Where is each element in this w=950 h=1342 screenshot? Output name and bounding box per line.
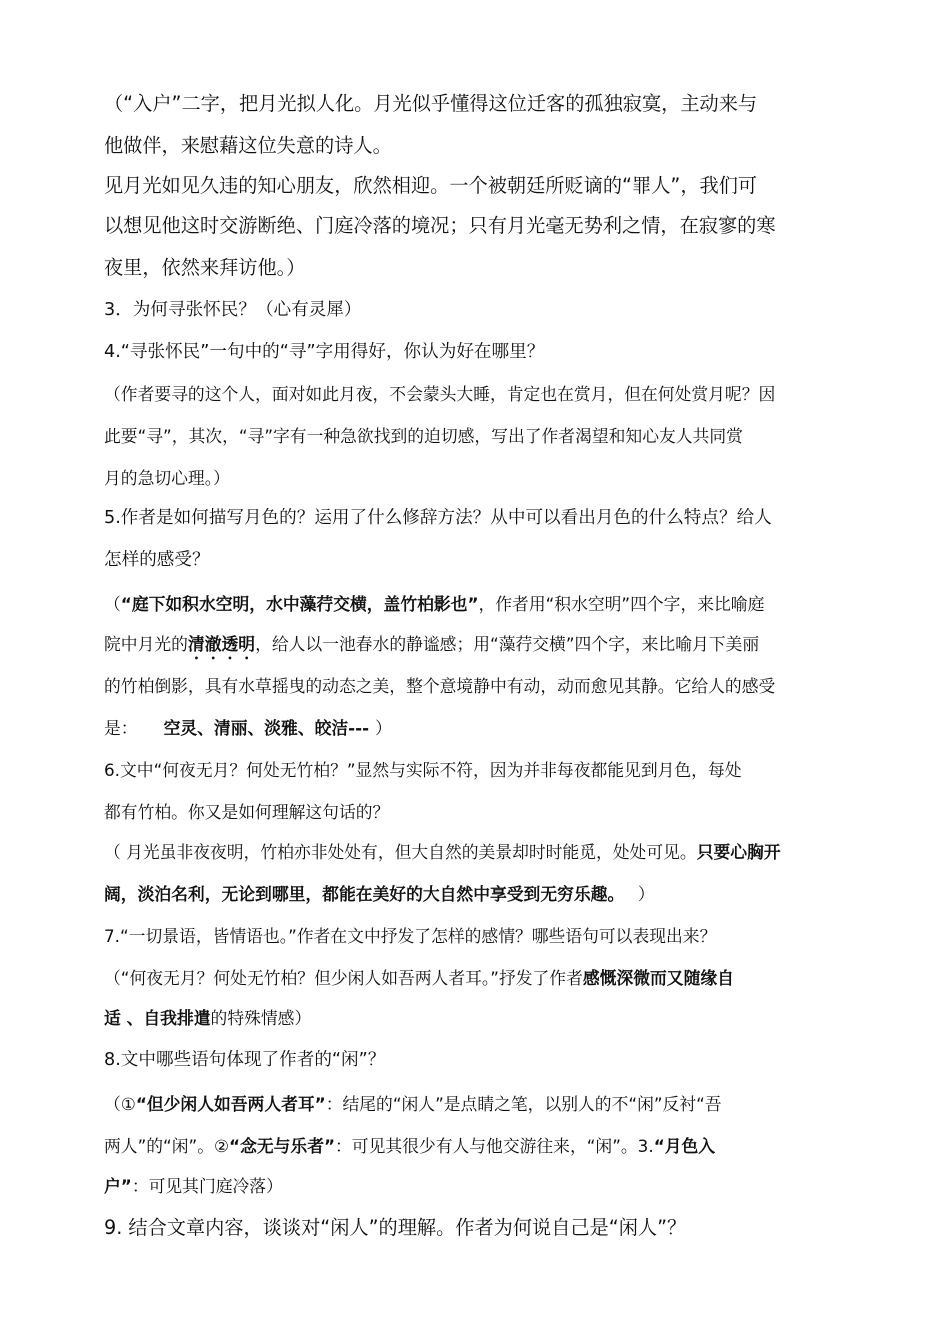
answer-5-text: ，给人以一池春水的静谧感；用“藻荇交横”四个字，来比喻月下美丽 xyxy=(255,634,760,654)
question-5-line-2: 怎样的感受？ xyxy=(104,550,210,570)
answer-5-emphasis: 清澈透明 xyxy=(187,634,256,654)
answer-7-text: 的特殊情感） xyxy=(210,1008,312,1028)
answer-5-line-3: 的竹柏倒影，具有水草摇曳的动态之美，整个意境静中有动，动而愈见其静。它给人的感受 xyxy=(104,676,776,696)
answer-2-line-5: 夜里，依然来拜访他。） xyxy=(104,256,306,279)
answer-6-emphasis: 只要心胸开 xyxy=(696,842,781,862)
answer-6-emphasis: 阔，淡泊名利，无论到哪里，都能在美好的大自然中享受到无穷乐趣。 xyxy=(104,884,616,904)
question-7: 7.“一切景语，皆情语也。”作者在文中抒发了怎样的感情？哪些语句可以表现出来？ xyxy=(104,926,717,946)
answer-5-line-4 xyxy=(104,718,864,738)
answer-7-text: （“何夜无月？何处无竹柏？但少闲人如吾两人者耳。”抒发了作者 xyxy=(104,968,583,988)
answer-8-text: ：可见其很少有人与他交游往来，“闲”。3. xyxy=(335,1136,654,1156)
question-9: 9. 结合文章内容，谈谈对“闲人”的理解。作者为何说自己是“闲人”？ xyxy=(104,1216,687,1239)
answer-8-line-2 xyxy=(104,1136,864,1156)
answer-8-quote: “念无与乐者” xyxy=(229,1136,336,1156)
answer-8-line-3 xyxy=(104,1176,864,1196)
answer-7-line-1 xyxy=(104,968,864,988)
answer-7-emphasis: 适 、自我排遣 xyxy=(104,1008,211,1028)
question-6-line-2: 都有竹柏。你又是如何理解这句话的？ xyxy=(104,802,390,822)
answer-4-line-3: 月的急切心理。） xyxy=(104,468,230,488)
answer-6-line-2 xyxy=(104,884,864,904)
answer-5-line-1 xyxy=(104,594,864,614)
answer-6-text: （ 月光虽非夜夜明，竹柏亦非处处有，但大自然的美景却时时能觅，处处可见。 xyxy=(104,842,697,862)
answer-8-text: ：结尾的“闲人”是点睛之笔，以别人的不“闲”反衬“吾 xyxy=(325,1094,722,1114)
answer-5-text: 院中月光的 xyxy=(104,634,188,654)
answer-5-keywords: 空灵、清丽、淡雅、皎洁--- xyxy=(163,718,370,738)
answer-6-close-paren: ） xyxy=(637,884,655,904)
answer-2-line-4: 以想见他这时交游断绝、门庭冷落的境况；只有月光毫无势利之情，在寂寥的寒 xyxy=(104,214,776,237)
question-5-line-1: 5.作者是如何描写月色的？运用了什么修辞方法？从中可以看出月色的什么特点？给人 xyxy=(104,508,772,528)
question-4: 4.“寻张怀民”一句中的“寻”字用得好，你认为好在哪里？ xyxy=(104,342,545,362)
answer-8-quote: “月色入 xyxy=(653,1136,716,1156)
answer-5-line-2 xyxy=(104,634,864,663)
answer-2-line-2: 他做伴，来慰藉这位失意的诗人。 xyxy=(104,134,392,157)
answer-8-quote: 户” xyxy=(104,1176,132,1196)
question-3: 3．为何寻张怀民？（心有灵犀） xyxy=(104,300,362,320)
answer-2-line-1: （“入户”二字，把月光拟人化。月光似乎懂得这位迁客的孤独寂寞，主动来与 xyxy=(104,92,758,115)
answer-8-text: （① xyxy=(104,1094,136,1114)
answer-8-line-1 xyxy=(104,1094,864,1114)
question-8: 8.文中哪些语句体现了作者的“闲”？ xyxy=(104,1050,386,1070)
answer-2-line-3: 见月光如见久违的知心朋友，欣然相迎。一个被朝廷所贬谪的“罪人”，我们可 xyxy=(104,174,758,197)
question-6-line-1: 6.文中“何夜无月？何处无竹柏？”显然与实际不符，因为并非每夜都能见到月色，每处 xyxy=(104,760,742,780)
answer-5-open-paren: （ xyxy=(104,594,121,614)
answer-7-emphasis: 感慨深微而又随缘自 xyxy=(582,968,734,988)
answer-8-text: ：可见其门庭冷落） xyxy=(131,1176,283,1196)
answer-5-text: 是： xyxy=(104,718,138,738)
answer-4-line-1: （作者要寻的这个人，面对如此月夜，不会蒙头大睡，肯定也在赏月，但在何处赏月呢？因 xyxy=(104,384,776,404)
answer-8-quote: “但少闲人如吾两人者耳” xyxy=(135,1094,326,1114)
answer-5-quote: “庭下如积水空明，水中藻荇交横，盖竹柏影也” xyxy=(120,594,479,614)
answer-5-close-paren: ） xyxy=(375,718,392,738)
answer-6-line-1 xyxy=(104,842,864,862)
answer-7-line-2 xyxy=(104,1008,864,1028)
answer-5-text: ，作者用“积水空明”四个字，来比喻庭 xyxy=(478,594,765,614)
answer-4-line-2: 此要“寻”，其次，“寻”字有一种急欲找到的迫切感，写出了作者渴望和知心友人共同赏 xyxy=(104,426,743,446)
answer-8-text: 两人”的“闲”。② xyxy=(104,1136,230,1156)
